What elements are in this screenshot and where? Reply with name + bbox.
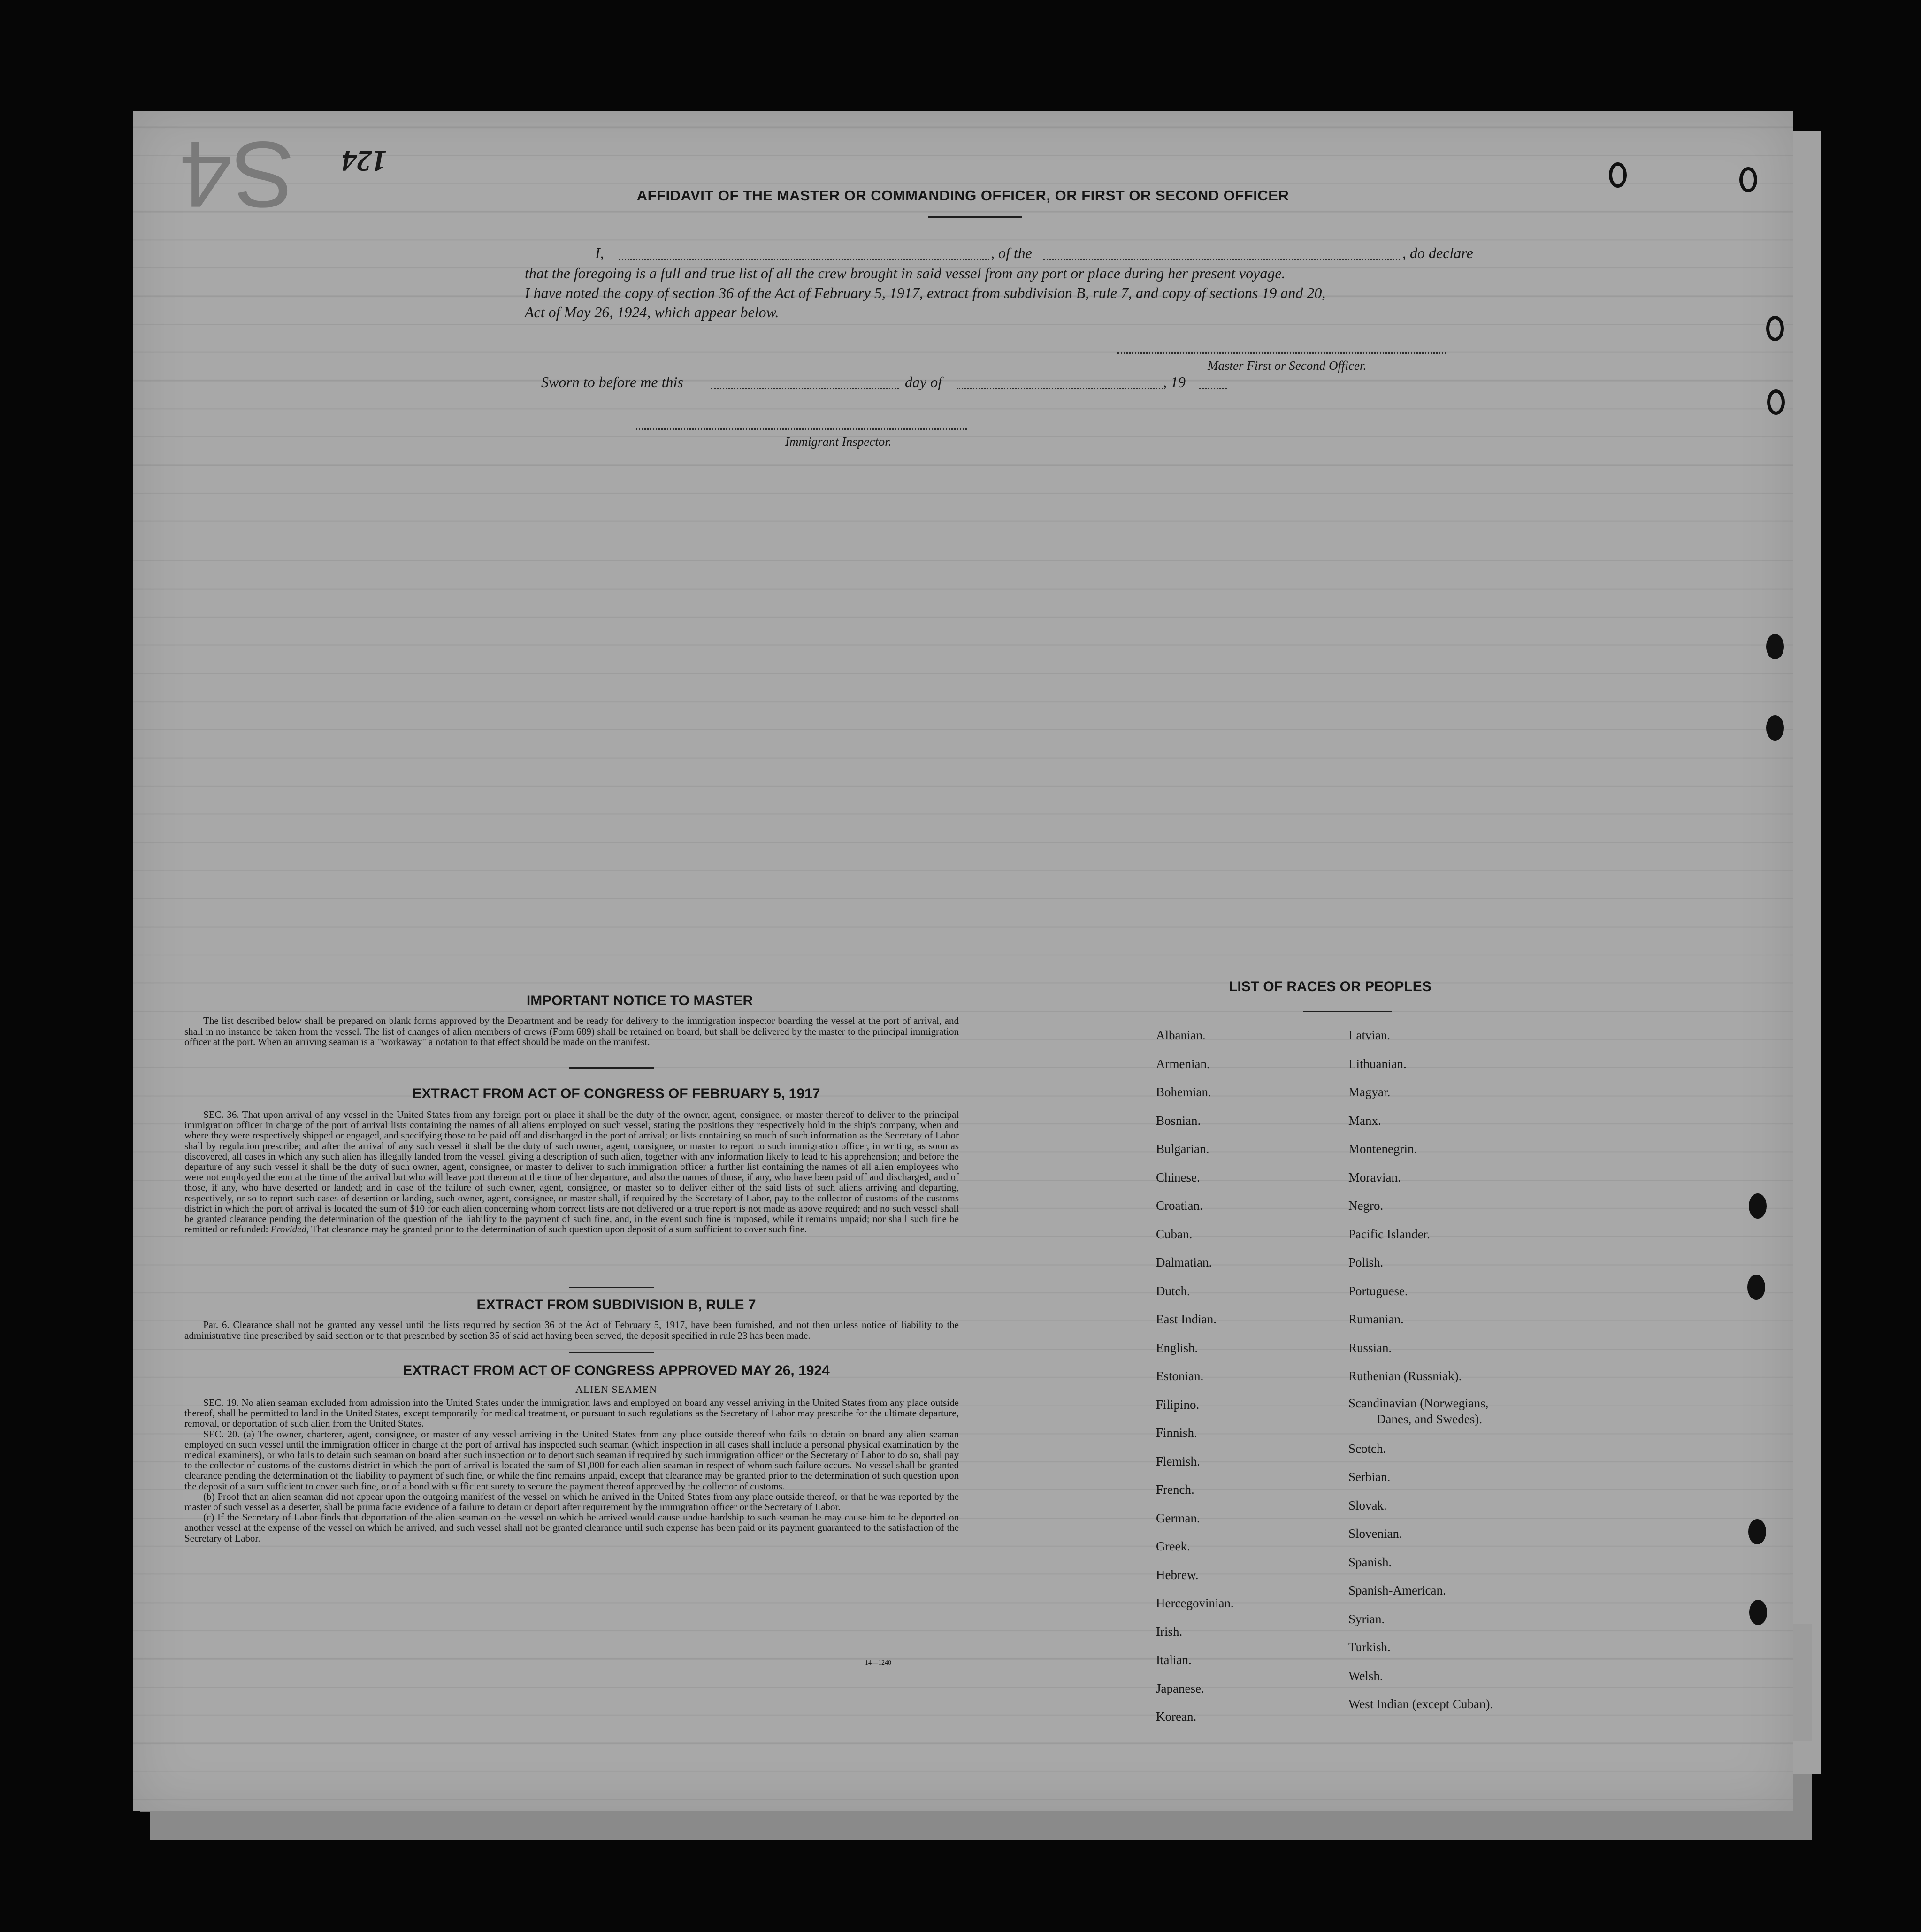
- affidavit-line4: Act of May 26, 1924, which appear below.: [525, 304, 779, 321]
- race-item: Filipino.: [1156, 1397, 1200, 1412]
- race-item: Greek.: [1156, 1539, 1190, 1553]
- race-item: Irish.: [1156, 1624, 1183, 1639]
- race-item: Moravian.: [1348, 1170, 1401, 1184]
- extract-1917-text: SEC. 36. That upon arrival of any vessel in the United States from any foreign port or place it shall be the duty of the owner, agent, consignee, or master thereof to deliver to the principal immigration officer in charge of the port of arrival lists containing the names of all aliens employed on such vessel, stating the positions they respectively hold in the ship's company, when and where they were respectively shipped or engaged, and specifying those to be paid off and discharged in the port of arrival; or lists containing so much of such information as the Secretary of Labor shall by regulation prescribe; and after the arrival of any such vessel it shall be the duty of such owner, agent, consignee, or master to report to such immigration officer, in writing, as soon as discovered, all cases in which any such alien has illegally landed from the vessel, giving a description of such alien, together with any information likely to lead to his apprehension; and before the departure of any such vessel it shall be the duty of such owner, agent, consignee, or master to deliver to such immigration officer a further list containing the names of all alien employees who were not employed thereon at the time of the arrival but who will leave port thereon at the time of her departure, and also the names of those, if any, who have been paid off and discharged, and of those, if any, who have deserted or landed; and in case of the failure of such owner, agent, consignee, or master so to deliver either of the said lists of such aliens arriving and departing, respectively, or so to report such cases of desertion or landing, such owner, agent, consignee, or master shall, if required by the Secretary of Labor, pay to the collector of customs of the customs district in which the port of arrival is located the sum of $10 for each alien concerning whom correct lists are not delivered or a true report is not made as above required; and no such vessel shall be granted clearance pending the determination of the question of the liability to the payment of such fine, and, in the event such fine is imposed, while it remains unpaid; nor shall such fine be remitted or refunded:: [184, 1109, 959, 1235]
- race-item: Hercegovinian.: [1156, 1596, 1234, 1610]
- race-item: Dutch.: [1156, 1283, 1190, 1298]
- race-item: Scandinavian (Norwegians,: [1348, 1396, 1489, 1410]
- race-item: French.: [1156, 1482, 1194, 1497]
- race-item: Albanian.: [1156, 1028, 1206, 1042]
- notice-divider: [569, 1067, 654, 1069]
- race-item: Danes, and Swedes).: [1377, 1412, 1482, 1426]
- race-item: Italian.: [1156, 1653, 1192, 1667]
- day-of-label: day of: [905, 374, 942, 390]
- binder-hole-icon: [1748, 1519, 1766, 1544]
- race-item: Armenian.: [1156, 1056, 1210, 1071]
- of-the-label: , of the: [991, 244, 1032, 261]
- race-item: Slovenian.: [1348, 1527, 1402, 1541]
- extract-1917-divider: [569, 1287, 654, 1288]
- race-item: Russian.: [1348, 1340, 1392, 1355]
- races-title: LIST OF RACES OR PEOPLES: [1229, 979, 1431, 994]
- do-declare-label: , do declare: [1402, 244, 1473, 261]
- race-item: Finnish.: [1156, 1426, 1197, 1440]
- binder-hole-icon: [1767, 389, 1785, 415]
- race-item: Estonian.: [1156, 1369, 1204, 1383]
- race-item: Magyar.: [1348, 1085, 1391, 1099]
- binder-hole-icon: [1749, 1600, 1767, 1625]
- extract-1924-title: EXTRACT FROM ACT OF CONGRESS APPROVED MAY 26, 1924: [403, 1363, 830, 1378]
- year-label: , 19: [1163, 374, 1186, 390]
- extract-1924-body: [184, 1397, 959, 1543]
- race-item: Japanese.: [1156, 1681, 1204, 1695]
- race-item: Portuguese.: [1348, 1283, 1408, 1298]
- race-item: Spanish.: [1348, 1555, 1392, 1569]
- affidavit-line2: that the foregoing is a full and true list of all the crew brought in said vessel from any port or place during her present voyage.: [525, 265, 1286, 282]
- race-item: Scotch.: [1348, 1441, 1386, 1456]
- race-item: Turkish.: [1348, 1640, 1391, 1654]
- affidavit-title: AFFIDAVIT OF THE MASTER OR COMMANDING OFFICER, OR FIRST OR SECOND OFFICER: [636, 187, 1289, 204]
- extract-1917-title: EXTRACT FROM ACT OF CONGRESS OF FEBRUARY 5, 1917: [412, 1086, 820, 1101]
- rule7-title: EXTRACT FROM SUBDIVISION B, RULE 7: [476, 1297, 756, 1313]
- race-item: Latvian.: [1348, 1028, 1391, 1042]
- race-item: Welsh.: [1348, 1668, 1383, 1683]
- inspector-signature-label: Immigrant Inspector.: [785, 435, 892, 449]
- binder-hole-icon: [1609, 162, 1627, 188]
- inspector-signature-line: [636, 428, 967, 430]
- stamp-number: 124: [342, 145, 387, 178]
- race-item: Slovak.: [1348, 1498, 1387, 1512]
- extract-1917-provided: Provided,: [270, 1223, 309, 1235]
- day-blank: [711, 388, 899, 389]
- binder-hole-icon: [1766, 316, 1784, 341]
- binder-hole-icon: [1749, 1193, 1767, 1219]
- affidavit-line3: I have noted the copy of section 36 of the Act of February 5, 1917, extract from subdivision B, rule 7, and copy of sections 19 and 20,: [525, 284, 1326, 301]
- sec20b-text: (b) Proof that an alien seaman did not appear upon the outgoing manifest of the vessel on which he arrived in the United States from any place outside thereof, or that he was reported by the master of such vessel as a deserter, shall be prima facie evidence of a failure to detain or deport after requirement by the immigration officer or the Secretary of Labor.: [184, 1490, 959, 1513]
- vessel-blank: [1043, 259, 1400, 260]
- sec20a-text: SEC. 20. (a) The owner, charterer, agent, consignee, or master of any vessel arriving in the United States from any place outside thereof who fails to detain on board any alien seaman employed on such vessel until the immigration officer in charge at the port of arrival has inspected such seaman (which inspection in all cases shall include a personal physical examination by the medical examiners), or who fails to detain such seaman on board after such inspection or to deport such seaman if required by such immigration officer or the Secretary of Labor to do so, shall pay to the collector of customs of the customs district in which the port of arrival is located the sum of $1,000 for each alien seaman in respect of whom such failure occurs. No vessel shall be granted clearance pending the determination of the liability to payment of such fine, or while the fine remains unpaid, except that clearance may be granted prior to the determination of such question upon the deposit of a sum sufficient to cover such fine, or of a bond with sufficient surety to secure the payment thereof approved by the collector of customs.: [184, 1428, 959, 1492]
- binder-hole-icon: [1766, 715, 1784, 741]
- master-signature-line: [1117, 352, 1446, 354]
- notice-body: The list described below shall be prepared on blank forms approved by the Department and be ready for delivery to the immigration inspector boarding the vessel at the port of arrival, and shall in no instance be taken from the vessel. The list of changes of alien members of crews (Form 689) shall be retained on board, but shall be delivered by the master to the principal immigration officer at the port. When an arriving seaman is a "workaway" a notation to that effect should be made on the manifest.: [184, 1015, 959, 1047]
- race-item: Ruthenian (Russniak).: [1348, 1369, 1462, 1383]
- race-item: Syrian.: [1348, 1611, 1385, 1626]
- race-item: German.: [1156, 1511, 1200, 1525]
- race-item: Pacific Islander.: [1348, 1227, 1430, 1241]
- sworn-label: Sworn to before me this: [541, 374, 683, 390]
- rule7-divider: [569, 1352, 654, 1353]
- race-item: Hebrew.: [1156, 1567, 1199, 1582]
- race-item: Bohemian.: [1156, 1085, 1211, 1099]
- pencil-mark: S4: [180, 122, 295, 227]
- manifest-page: [133, 111, 1793, 1811]
- year-blank: [1199, 388, 1227, 389]
- race-item: West Indian (except Cuban).: [1348, 1697, 1493, 1711]
- race-item: East Indian.: [1156, 1312, 1217, 1326]
- race-item: Cuban.: [1156, 1227, 1193, 1241]
- name-blank: [619, 259, 989, 260]
- race-item: Croatian.: [1156, 1199, 1203, 1213]
- affidavit-i: I,: [595, 244, 604, 261]
- show-through-ruling: [133, 111, 1793, 1811]
- race-item: Dalmatian.: [1156, 1255, 1212, 1269]
- month-blank: [957, 388, 1163, 389]
- race-item: Flemish.: [1156, 1454, 1200, 1468]
- race-item: Spanish-American.: [1348, 1583, 1446, 1597]
- race-item: Negro.: [1348, 1199, 1384, 1213]
- race-item: Montenegrin.: [1348, 1142, 1417, 1156]
- sworn-line: [541, 374, 1386, 397]
- race-item: Korean.: [1156, 1710, 1197, 1724]
- races-left-column: [1156, 1021, 1234, 1731]
- races-divider: [1303, 1011, 1392, 1012]
- extract-1917-text-end: That clearance may be granted prior to the determination of such question upon deposit of a sum sufficient to cover such fine.: [309, 1223, 807, 1235]
- race-item: Bosnian.: [1156, 1113, 1201, 1128]
- form-number: 14—1240: [865, 1659, 891, 1666]
- race-item: Serbian.: [1348, 1470, 1391, 1484]
- binder-hole-icon: [1766, 634, 1784, 659]
- affidavit-divider: [928, 216, 1022, 218]
- sec20c-text: (c) If the Secretary of Labor finds that deportation of the alien seaman on the vessel on which he arrived would cause undue hardship to such seaman he may cause him to be deported on another vessel at the expense of the vessel on which he arrived, and such vessel shall not be granted clearance until such expense has been paid or its payment guaranteed to the satisfaction of the Secretary of Labor.: [184, 1512, 959, 1544]
- sec19-text: SEC. 19. No alien seaman excluded from admission into the United States under the immigration laws and employed on board any vessel arriving in the United States from any place outside thereof, shall be permitted to land in the United States, except temporarily for medical treatment, or pursuant to such regulations as the Secretary of Labor may prescribe for the ultimate departure, removal, or deportation of such alien from the United States.: [184, 1397, 959, 1429]
- race-item: English.: [1156, 1340, 1198, 1355]
- binder-hole-icon: [1747, 1275, 1765, 1300]
- race-item: Polish.: [1348, 1255, 1384, 1269]
- master-signature-label: Master First or Second Officer.: [1208, 359, 1367, 373]
- race-item: Lithuanian.: [1348, 1056, 1407, 1071]
- rule7-body: Par. 6. Clearance shall not be granted any vessel until the lists required by section 36 of the Act of February 5, 1917, have been furnished, and not then unless notice of liability to the administrative fine prescribed by said section or to that prescribed by section 35 of said act having been served, the deposit specified in rule 23 has been made.: [184, 1319, 959, 1341]
- race-item: Manx.: [1348, 1113, 1381, 1128]
- extract-1924-subtitle: ALIEN SEAMEN: [575, 1383, 657, 1395]
- races-right-column: [1348, 1021, 1493, 1718]
- race-item: Rumanian.: [1348, 1312, 1404, 1326]
- extract-1917-body: [184, 1109, 959, 1234]
- notice-title: IMPORTANT NOTICE TO MASTER: [526, 993, 753, 1008]
- race-item: Bulgarian.: [1156, 1142, 1209, 1156]
- race-item: Chinese.: [1156, 1170, 1200, 1184]
